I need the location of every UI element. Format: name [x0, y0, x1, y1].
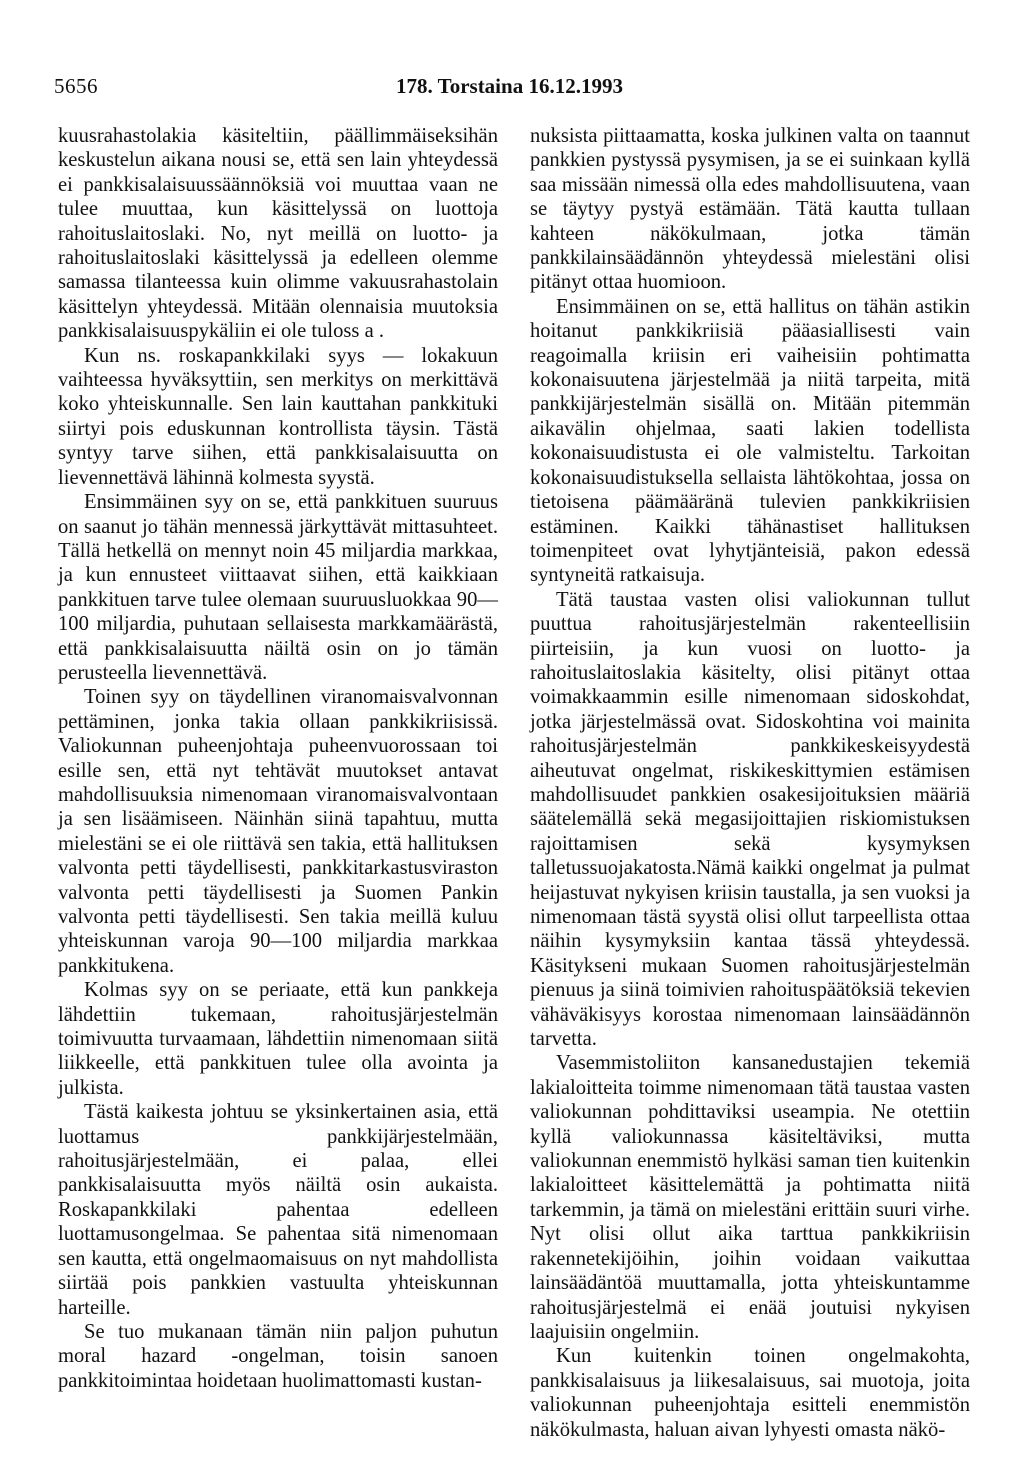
paragraph: nuksista piittaamatta, koska julkinen valta on taannut pankkien pystyssä pysymisen, ja se ei suinkaan kyllä saa missään nimessä olla edes mahdollisuutena, vaan se täytyy pystyä estämään. Tätä kautta tullaan kahteen näkökulmaan, jotka tämän pankkilainsäädännön yhteydessä mielestäni olisi pitänyt ottaa huomioon.	[530, 125, 970, 294]
paragraph: Tätä taustaa vasten olisi valiokunnan tullut puuttua rahoitusjärjestelmän rakenteellisiin piirteisiin, ja kun vuosi on luotto- ja rahoituslaitoslakia käsitelty, olisi pitänyt ottaa voimakkaammin esille nimenomaan sidoskohdat, jotka järjestelmässä ovat. Sidoskohtina voi mainita rahoitusjärjestelmän pankkikeskeisyydestä aiheutuvat ongelmat, riskikeskittymien estämisen mahdollisuudet pankkien osakesijoituksien määriä säätelemällä sekä megasijoittajien riskiomistuksen rajoittamisen sekä kysymyksen talletussuojakatosta.Nämä kaikki ongelmat ja pulmat heijastuvat nykyisen kriisin taustalla, ja sen vuoksi ja nimenomaan tästä syystä olisi ollut tarpeellista ottaa näihin kysymyksiin kantaa tässä yhteydessä. Käsitykseni mukaan Suomen rahoitusjärjestelmän pienuus ja siinä toimivien rahoituspäätöksiä tekevien vähäväkisyys korostaa nimenomaan lainsäädännön tarvetta.	[530, 588, 970, 1051]
running-head: 178. Torstaina 16.12.1993	[396, 74, 623, 98]
paragraph: Se tuo mukanaan tämän niin paljon puhutun moral hazard -ongelman, toisin sanoen pankkitoimintaa hoidetaan huolimattomasti kustan-	[58, 1320, 498, 1392]
paragraph: Kun ns. roskapankkilaki syys — lokakuun vaihteessa hyväksyttiin, sen merkitys on merkittävä koko yhteiskunnalle. Sen lain kauttahan pankkituki siirtyi pois eduskunnan kontrollista täysin. Tästä syntyy tarve siihen, että pankkisalaisuutta on lievennettävä lähinnä kolmesta syystä.	[58, 344, 498, 489]
paragraph: Kolmas syy on se periaate, että kun pankkeja lähdettiin tukemaan, rahoitusjärjestelmän toimivuutta turvaamaan, lähdettiin nimenomaan siitä liikkeelle, että pankkituen tulee olla avointa ja julkista.	[58, 979, 498, 1099]
paragraph: Ensimmäinen syy on se, että pankkituen suuruus on saanut jo tähän mennessä järkyttävät mittasuhteet. Tällä hetkellä on mennyt noin 45 miljardia markkaa, ja kun ennusteet viittaavat siihen, että kaikkiaan pankkituen tarve tulee olemaan suuruusluokkaa 90—100 miljardia, puhutaan sellaisesta markkamäärästä, että pankkisalaisuutta näiltä osin on jo tämän perusteella lievennettävä.	[58, 491, 498, 684]
left-column	[58, 124, 498, 1393]
paragraph: Ensimmäinen on se, että hallitus on tähän astikin hoitanut pankkikriisiä pääasiallisesti vain reagoimalla kriisin eri vaiheisiin pohtimatta kokonaisuutena järjestelmää ja niitä tarpeita, mitä pankkijärjestelmän sisällä on. Mitään pitemmän aikavälin ohjelmaa, saati lakien todellista kokonaisuudistusta ei ole valmisteltu. Tarkoitan kokonaisuudistuksella sellaista lähtökohtaa, jossa on tietoisena päämääränä tulevien pankkikriisien estäminen. Kaikki tähänastiset hallituksen toimenpiteet ovat lyhytjänteisiä, pakon edessä syntyneitä ratkaisuja.	[530, 295, 970, 587]
paragraph: kuusrahastolakia käsiteltiin, päällimmäiseksihän keskustelun aikana nousi se, että sen lain yhteydessä ei pankkisalaisuussäännöksiä voi muuttaa vaan ne tulee muuttaa, kun käsittelyssä on luottoja rahoituslaitoslaki. No, nyt meillä on luotto- ja rahoituslaitoslaki käsittelyssä ja edelleen olemme samassa tilanteessa kuin olimme vakuusrahastolain käsittelyn yhteydessä. Mitään olennaisia muutoksia pankkisalaisuuspykäliin ei ole tuloss a .	[58, 125, 498, 343]
paragraph: Tästä kaikesta johtuu se yksinkertainen asia, että luottamus pankkijärjestelmään, rahoitusjärjestelmään, ei palaa, ellei pankkisalaisuutta myös näiltä osin aukaista. Roskapankkilaki pahentaa edelleen luottamusongelmaa. Se pahentaa sitä nimenomaan sen kautta, että ongelmaomaisuus on nyt mahdollista siirtää pois pankkien vastuulta yhteiskunnan harteille.	[58, 1101, 498, 1319]
page-number: 5656	[54, 74, 98, 98]
paragraph: Vasemmistoliiton kansanedustajien tekemiä lakialoitteita toimme nimenomaan tätä taustaa vasten valiokunnan pohdittaviksi useampia. Ne otettiin kyllä valiokunnassa käsiteltäviksi, mutta valiokunnan enemmistö hylkäsi saman tien kuitenkin lakialoitteet käsittelemättä ja pohtimatta niitä tarkemmin, ja tämä on mielestäni erittäin suuri virhe. Nyt olisi ollut aika tarttua pankkikriisin rakennetekijöihin, joihin voidaan vaikuttaa lainsäädäntöä muuttamalla, jotta yhteiskuntamme rahoitusjärjestelmä ei enää joutuisi nykyisen laajuisiin ongelmiin.	[530, 1052, 970, 1343]
paragraph: Kun kuitenkin toinen ongelmakohta, pankkisalaisuus ja liikesalaisuus, sai muotoja, joita valiokunnan puheenjohtaja esitteli enemmistön näkökulmasta, haluan aivan lyhyesti omasta näkö-	[530, 1345, 970, 1441]
right-column	[530, 124, 970, 1442]
paragraph: Toinen syy on täydellinen viranomaisvalvonnan pettäminen, jonka takia ollaan pankkikriisissä. Valiokunnan puheenjohtaja puheenvuorossaan toi esille sen, että nyt tehtävät muutokset antavat mahdollisuuksia nimenomaan viranomaisvalvontaan ja sen lisäämiseen. Näinhän siinä tapahtuu, mutta mielestäni se ei ole riittävä sen takia, että hallituksen valvonta petti täydellisesti, pankkitarkastusviraston valvonta petti täydellisesti ja Suomen Pankin valvonta petti täydellisesti. Sen takia meillä kuluu yhteiskunnan varoja 90—100 miljardia markkaa pankkitukena.	[58, 686, 498, 977]
